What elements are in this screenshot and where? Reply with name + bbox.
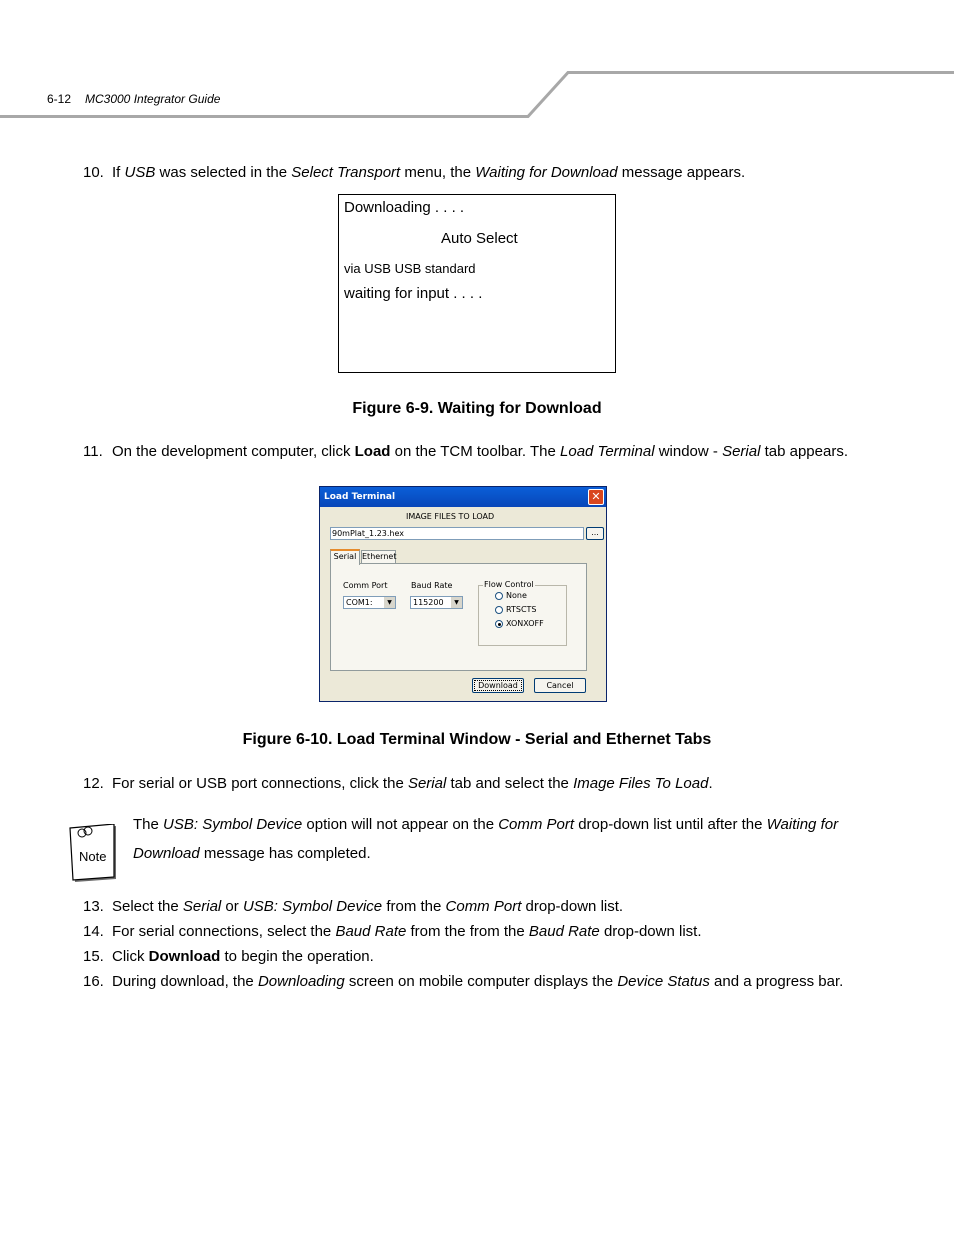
flow-radio-none[interactable]: [495, 592, 503, 600]
downloading-text: Downloading . . . .: [344, 199, 465, 216]
waiting-input-text: waiting for input . . . .: [344, 285, 483, 302]
baud-rate-select[interactable]: 115200 ▼: [410, 596, 463, 609]
flow-option-label: RTSCTS: [506, 605, 537, 614]
note-text: The USB: Symbol Device option will not appear on the Comm Port drop-down list until after the Waiting for Download message has completed.: [133, 816, 839, 862]
chevron-down-icon[interactable]: ▼: [384, 597, 395, 608]
flow-option-label: None: [506, 591, 527, 600]
via-usb-text: via USB USB standard: [344, 261, 476, 276]
flow-control-label: Flow Control: [484, 580, 534, 589]
step-number: 10.: [83, 164, 104, 181]
note-icon: [68, 824, 120, 886]
flow-option-label: XONXOFF: [506, 619, 544, 628]
figure-10-caption: Figure 6-10. Load Terminal Window - Serial and Ethernet Tabs: [242, 731, 712, 748]
page-number: 6-12: [47, 92, 72, 106]
waiting-for-download-screen: [338, 194, 616, 373]
tab-ethernet[interactable]: Ethernet: [362, 552, 397, 561]
auto-select-text: Auto Select: [441, 230, 518, 247]
guide-title: MC3000 Integrator Guide: [85, 92, 221, 106]
image-file-field[interactable]: 90mPlat_1.23.hex: [330, 527, 584, 540]
comm-port-label: Comm Port: [343, 581, 388, 590]
download-button[interactable]: Download: [472, 678, 524, 693]
flow-radio-xonxoff[interactable]: [495, 620, 503, 628]
browse-button[interactable]: ...: [586, 527, 604, 540]
cancel-button[interactable]: Cancel: [534, 678, 586, 693]
note-label: Note: [79, 849, 107, 864]
load-terminal-dialog: [319, 486, 607, 702]
dialog-title-bar[interactable]: [320, 487, 606, 507]
chevron-down-icon[interactable]: ▼: [451, 597, 462, 608]
flow-radio-rtscts[interactable]: [495, 606, 503, 614]
image-files-label: IMAGE FILES TO LOAD: [406, 512, 495, 521]
dialog-title: Load Terminal: [324, 492, 396, 502]
comm-port-select[interactable]: COM1: ▼: [343, 596, 396, 609]
close-icon[interactable]: ✕: [588, 489, 604, 505]
figure-9-caption: Figure 6-9. Waiting for Download: [352, 400, 602, 417]
tab-serial[interactable]: Serial: [330, 549, 360, 565]
header-rule: [0, 0, 954, 125]
baud-rate-label: Baud Rate: [411, 581, 453, 590]
